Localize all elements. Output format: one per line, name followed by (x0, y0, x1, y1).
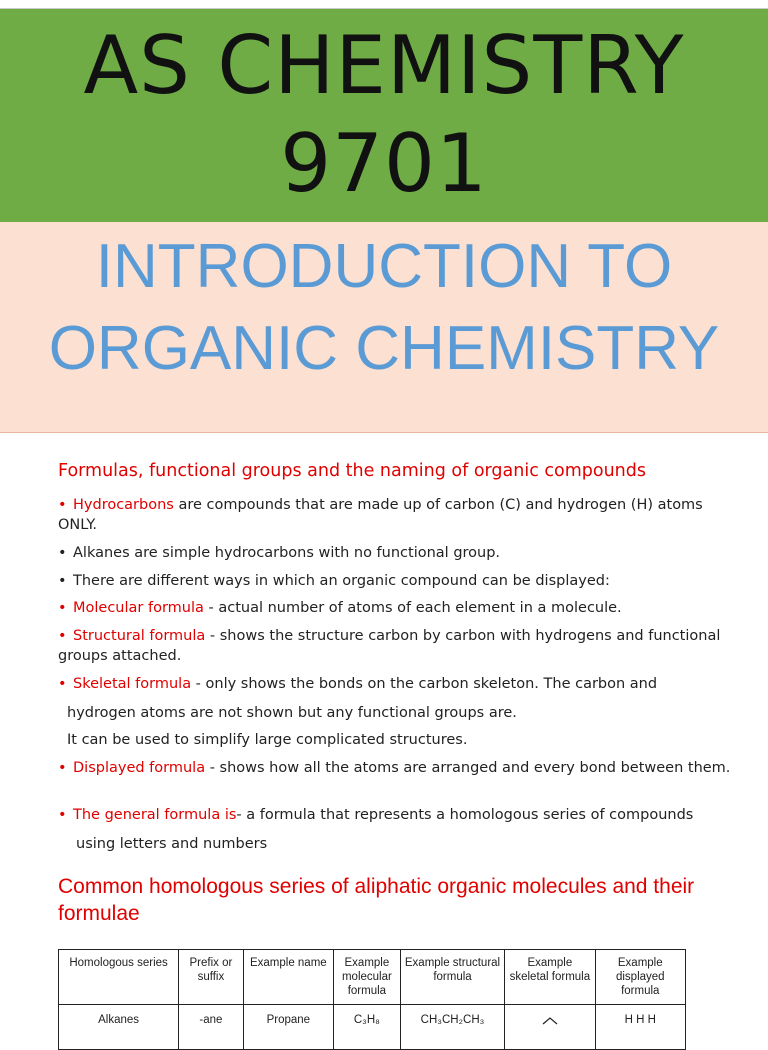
title-banner (0, 8, 768, 222)
bullet-icon: • (58, 628, 67, 644)
bullet-icon: • (58, 497, 67, 513)
bullet-molecular-formula: • Molecular formula - actual number of atoms of each element in a molecule. (58, 600, 622, 616)
bullet-hydrocarbons: • Hydrocarbons are compounds that are made up of carbon (C) and hydrogen (H) atoms ONLY. (58, 497, 703, 533)
header-structural-formula: Example structural formula (400, 950, 504, 1005)
bullet-display-ways: • There are different ways in which an organic compound can be displayed: (58, 573, 610, 589)
skeletal-propane-icon (540, 1013, 560, 1025)
bullet-skeletal-formula: • Skeletal formula - only shows the bonds on the carbon skeleton. The carbon and (58, 676, 658, 692)
header-example-name: Example name (243, 950, 333, 1005)
header-prefix-suffix: Prefix or suffix (179, 950, 244, 1005)
header-homologous-series: Homologous series (59, 950, 179, 1005)
cell-series: Alkanes (59, 1005, 179, 1050)
bullet-icon: • (58, 545, 67, 561)
bullet-icon: • (58, 573, 67, 589)
bullet-icon: • (58, 600, 67, 616)
skeletal-continuation: hydrogen atoms are not shown but any functional groups are. (67, 705, 517, 721)
table-row (59, 1005, 686, 1050)
header-displayed-formula: Example displayed formula (595, 950, 685, 1005)
course-code: 9701 (280, 117, 488, 210)
cell-molecular: C₃H₈ (334, 1005, 401, 1050)
topic-title-line1: INTRODUCTION TO (95, 232, 673, 301)
bullet-displayed-formula: • Displayed formula - shows how all the atoms are arranged and every bond between them. (58, 760, 731, 776)
homologous-series-table (58, 949, 686, 1050)
header-molecular-formula: Example molecular formula (334, 950, 401, 1005)
table-header-row (59, 950, 686, 1005)
skeletal-usage-note: It can be used to simplify large complicated structures. (67, 732, 468, 748)
bullet-icon: • (58, 807, 67, 823)
section-heading-homologous-series: Common homologous series of aliphatic organic molecules and their formulae (58, 875, 695, 925)
header-skeletal-formula: Example skeletal formula (505, 950, 595, 1005)
bullet-structural-formula: • Structural formula - shows the structure carbon by carbon with hydrogens and functional groups attached. (58, 628, 721, 664)
cell-skeletal (505, 1005, 595, 1050)
section-heading-formulas: Formulas, functional groups and the naming of organic compounds (58, 461, 646, 481)
cell-prefix: -ane (179, 1005, 244, 1050)
course-title: AS CHEMISTRY (83, 19, 685, 112)
topic-title-line2: ORGANIC CHEMISTRY (48, 314, 720, 383)
subtitle-banner (0, 222, 768, 433)
bullet-icon: • (58, 760, 67, 776)
bullet-icon: • (58, 676, 67, 692)
cell-name: Propane (243, 1005, 333, 1050)
bullet-alkanes: • Alkanes are simple hydrocarbons with no functional group. (58, 545, 501, 561)
cell-structural: CH₃CH₂CH₃ (400, 1005, 504, 1050)
general-formula-continuation: using letters and numbers (76, 836, 268, 852)
bullet-general-formula: • The general formula is- a formula that represents a homologous series of compounds (58, 807, 694, 823)
cell-displayed: H H H (595, 1005, 685, 1050)
